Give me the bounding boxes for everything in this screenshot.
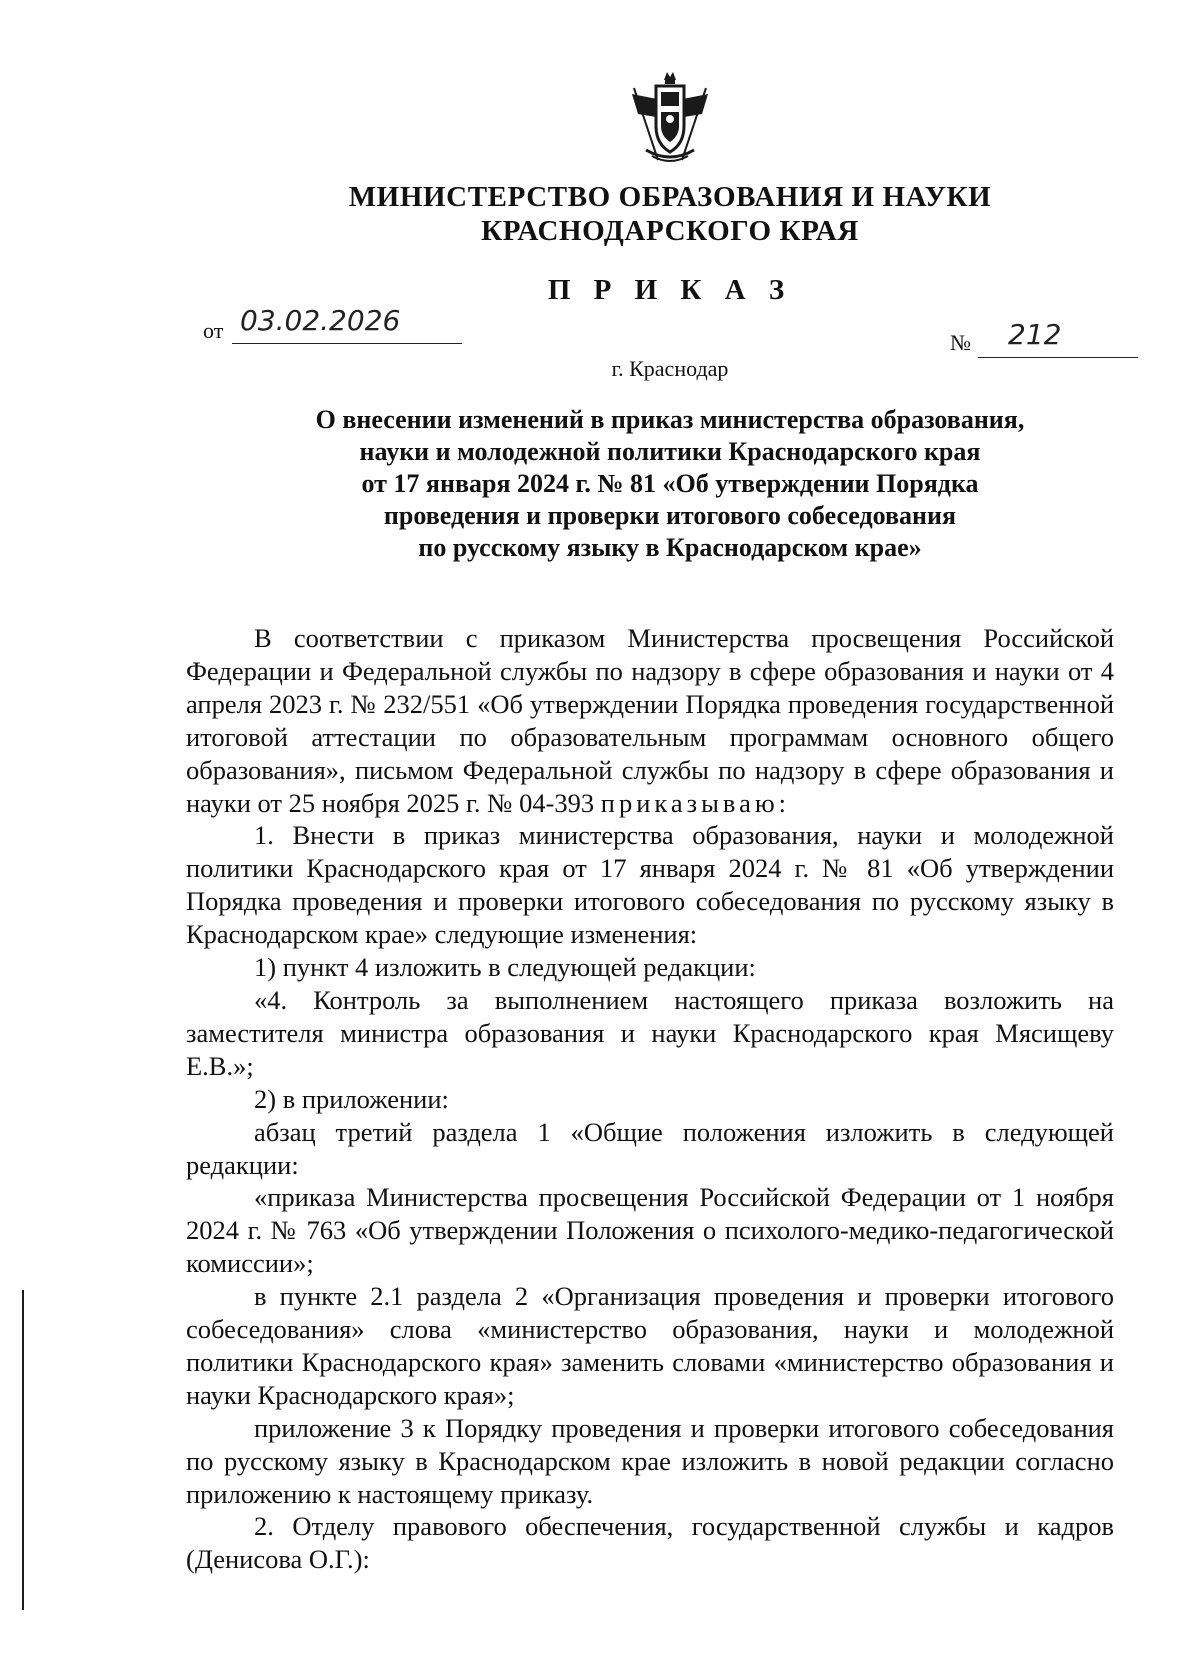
appendix-3-change: приложение 3 к Порядку проведения и проверки итогового собеседования по русскому языку в Краснодарском крае изложить в новой редакции согласно приложению к настоящему приказу. — [186, 1412, 1114, 1509]
coat-of-arms-icon — [628, 64, 712, 166]
item-2-paragraph: 2. Отделу правового обеспечения, государственной службы и кадров (Денисова О.Г.): — [186, 1511, 1114, 1575]
paragraph-three-change: абзац третий раздела 1 «Общие положения изложить в следующей редакции: — [186, 1116, 1114, 1180]
order-body — [186, 622, 1114, 1576]
clause-2-1-change: в пункте 2.1 раздела 2 «Организация проведения и проверки итогового собеседования» слова «министерство образования, науки и молодежной политики Краснодарского края» заменить словами «министерство образования и науки Краснодарского края»; — [186, 1281, 1114, 1410]
order-subject — [0, 404, 1200, 564]
subject-line: от 17 января 2024 г. № 81 «Об утверждении Порядка — [361, 469, 979, 498]
subject-line: по русскому языку в Краснодарском крае» — [418, 533, 922, 562]
handwritten-date: 03.02.2026 — [232, 304, 462, 344]
order-word: приказываю: — [600, 787, 791, 818]
item-1-paragraph: 1. Внести в приказ министерства образования, науки и молодежной политики Краснодарского края от 17 января 2024 г. № 81 «Об утверждении Порядка проведения и проверки итогового собеседования по русскому языку в Краснодарском крае» следующие изменения: — [186, 820, 1114, 950]
ministry-name-line2: КРАСНОДАРСКОГО КРАЯ — [481, 215, 859, 247]
subject-line: науки и молодежной политики Краснодарского края — [359, 437, 981, 466]
subitem-2-paragraph: 2) в приложении: — [254, 1083, 449, 1114]
new-clause-4-paragraph: «4. Контроль за выполнением настоящего приказа возложить на заместителя министра образования и науки Краснодарского края Мясищеву Е.В.»; — [186, 984, 1114, 1081]
subject-line: О внесении изменений в приказ министерства образования, — [315, 405, 1025, 434]
city-line: г. Краснодар — [611, 356, 729, 381]
document-type-title: П Р И К А З — [547, 274, 793, 306]
subitem-1-paragraph: 1) пункт 4 изложить в следующей редакции: — [254, 952, 756, 983]
ministry-name-line1: МИНИСТЕРСТВО ОБРАЗОВАНИЯ И НАУКИ — [348, 181, 992, 213]
preamble-text: В соответствии с приказом Министерства просвещения Российской Федерации и Федеральной службы по надзору в сфере образования и науки от 4 апреля 2023 г. № 232/551 «Об утверждении Порядка проведения государственной итоговой аттестации по образовательным программам основного общего образования», письмом Федеральной службы по надзору в сфере образования и науки от 25 ноября 2025 г. № 04-393 — [186, 623, 1114, 818]
subject-line: проведения и проверки итогового собеседования — [383, 501, 957, 530]
binding-edge-line — [22, 1290, 24, 1610]
date-label: от — [203, 318, 224, 343]
number-label: № — [950, 330, 971, 355]
new-paragraph-text: «приказа Министерства просвещения Российской Федерации от 1 ноября 2024 г. № 763 «Об утверждении Положения о психолого-медико-педагогической комиссии»; — [186, 1182, 1114, 1279]
preamble-paragraph — [186, 622, 1114, 819]
handwritten-number: 212 — [978, 318, 1138, 358]
